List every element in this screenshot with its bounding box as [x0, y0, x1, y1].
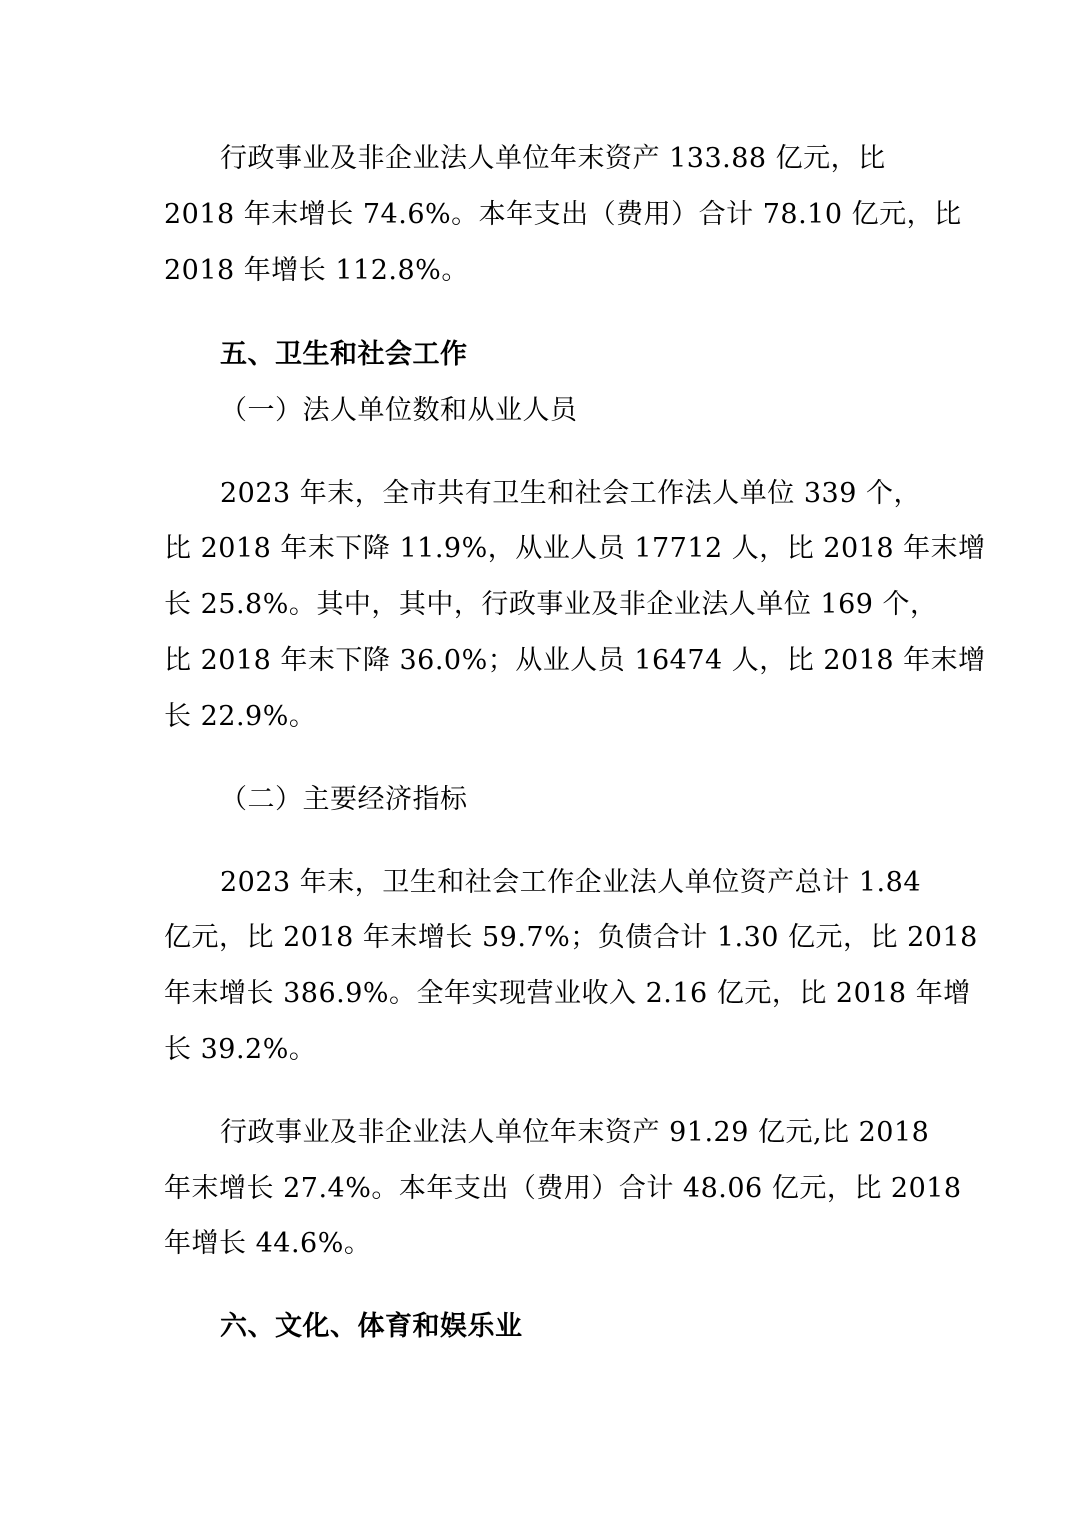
- paragraph-line: 2018 年增长 112.8%。: [164, 255, 469, 286]
- paragraph-line: 2023 年末，卫生和社会工作企业法人单位资产总计 1.84: [220, 867, 921, 898]
- paragraph-line: 行政事业及非企业法人单位年末资产 91.29 亿元,比 2018: [220, 1117, 930, 1148]
- paragraph-line: 长 39.2%。: [164, 1034, 317, 1065]
- paragraph-line: 年末增长 386.9%。全年实现营业收入 2.16 亿元，比 2018 年增: [164, 978, 971, 1009]
- paragraph-line: 2023 年末，全市共有卫生和社会工作法人单位 339 个，: [220, 478, 921, 509]
- section-heading: 六、文化、体育和娱乐业: [220, 1311, 523, 1342]
- paragraph-line: 年增长 44.6%。: [164, 1228, 372, 1259]
- paragraph-line: 亿元，比 2018 年末增长 59.7%；负债合计 1.30 亿元，比 2018: [164, 922, 978, 953]
- paragraph-line: 年末增长 27.4%。本年支出（费用）合计 48.06 亿元，比 2018: [164, 1173, 962, 1204]
- subsection-heading: （二）主要经济指标: [220, 784, 468, 815]
- paragraph-line: 比 2018 年末下降 36.0%；从业人员 16474 人，比 2018 年末增: [164, 645, 986, 676]
- paragraph-line: 长 25.8%。其中，其中，行政事业及非企业法人单位 169 个，: [164, 589, 938, 620]
- paragraph-line: 2018 年末增长 74.6%。本年支出（费用）合计 78.10 亿元，比: [164, 199, 962, 230]
- subsection-heading: （一）法人单位数和从业人员: [220, 395, 578, 426]
- section-heading: 五、卫生和社会工作: [220, 339, 468, 370]
- paragraph-line: 比 2018 年末下降 11.9%，从业人员 17712 人，比 2018 年末增: [164, 533, 986, 564]
- paragraph-line: 行政事业及非企业法人单位年末资产 133.88 亿元，比: [220, 143, 886, 174]
- paragraph-line: 长 22.9%。: [164, 701, 317, 732]
